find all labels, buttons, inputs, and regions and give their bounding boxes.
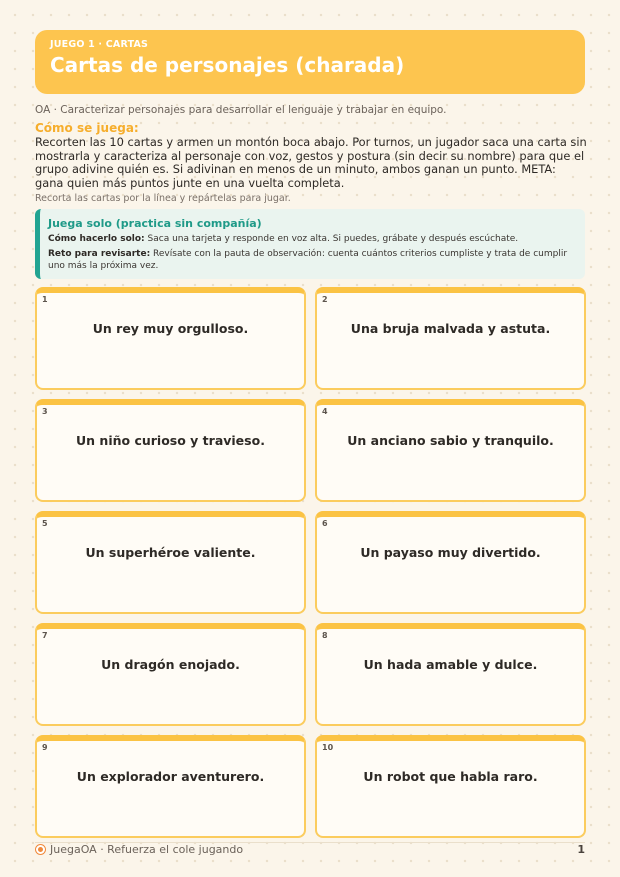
card-text: Un rey muy orgulloso. [92, 321, 249, 336]
card-text: Un superhéroe valiente. [85, 545, 256, 560]
solo-how-text: Saca una tarjeta y responde en voz alta. Si puedes, grábate y después escúchate. [144, 234, 519, 244]
character-card [35, 399, 306, 502]
card-text: Un dragón enojado. [101, 657, 240, 672]
character-card [35, 511, 306, 614]
instructions-text: Recorten las 10 cartas y armen un montón boca abajo. Por turnos, un jugador saca una carta sin mostrarla y caracteriza al personaje con voz, gestos y postura (sin decir su nombre) para que el grupo adivine quién es. Si adivinan en menos de un minuto, ambos ganan un punto. META: gana quien más puntos junte en una vuelta completa. [35, 135, 587, 190]
solo-review-line [48, 248, 575, 272]
character-card [35, 735, 306, 838]
solo-review-text: Revísate con la pauta de observación: cuenta cuántos criterios cumpliste y trata de cumplir uno más la próxima vez. [48, 249, 568, 271]
card-number: 10 [322, 743, 334, 752]
card-text: Un anciano sabio y tranquilo. [347, 433, 554, 448]
card-number: 2 [322, 295, 328, 304]
card-number: 4 [322, 407, 328, 416]
character-card [315, 287, 586, 390]
card-text: Un hada amable y dulce. [363, 657, 538, 672]
footer [35, 843, 585, 859]
card-number: 5 [42, 519, 48, 528]
learning-objective: OA · Caracterizar personajes para desarrollar el lenguaje y trabajar en equipo. [35, 104, 447, 116]
cards-grid [35, 287, 586, 838]
card-text: Un niño curioso y travieso. [76, 433, 265, 448]
card-number: 7 [42, 631, 48, 640]
card-number: 1 [42, 295, 48, 304]
card-text: Un payaso muy divertido. [360, 545, 541, 560]
cut-note: Recorta las cartas por la línea y repártelas para jugar. [35, 193, 291, 204]
card-number: 6 [322, 519, 328, 528]
character-card [315, 623, 586, 726]
card-number: 3 [42, 407, 48, 416]
character-card [35, 287, 306, 390]
header-banner [35, 30, 585, 94]
character-card [35, 623, 306, 726]
card-number: 9 [42, 743, 48, 752]
page-title: Cartas de personajes (charada) [50, 53, 405, 77]
how-to-play-heading: Cómo se juega: [35, 121, 139, 135]
card-text: Una bruja malvada y astuta. [350, 321, 551, 336]
solo-review-label: Reto para revisarte: [48, 249, 151, 259]
character-card [315, 511, 586, 614]
character-card [315, 735, 586, 838]
character-card [315, 399, 586, 502]
solo-how-line [48, 233, 575, 245]
solo-title: Juega solo (practica sin compañía) [48, 217, 262, 230]
solo-how-label: Cómo hacerlo solo: [48, 234, 145, 244]
footer-brand: JuegaOA · Refuerza el cole jugando [50, 843, 244, 856]
target-icon [35, 844, 46, 855]
card-text: Un explorador aventurero. [76, 769, 265, 784]
card-text: Un robot que habla raro. [363, 769, 538, 784]
page-number: 1 [577, 843, 585, 856]
card-number: 8 [322, 631, 328, 640]
solo-play-box [35, 209, 585, 279]
game-kicker: JUEGO 1 · CARTAS [50, 39, 149, 50]
